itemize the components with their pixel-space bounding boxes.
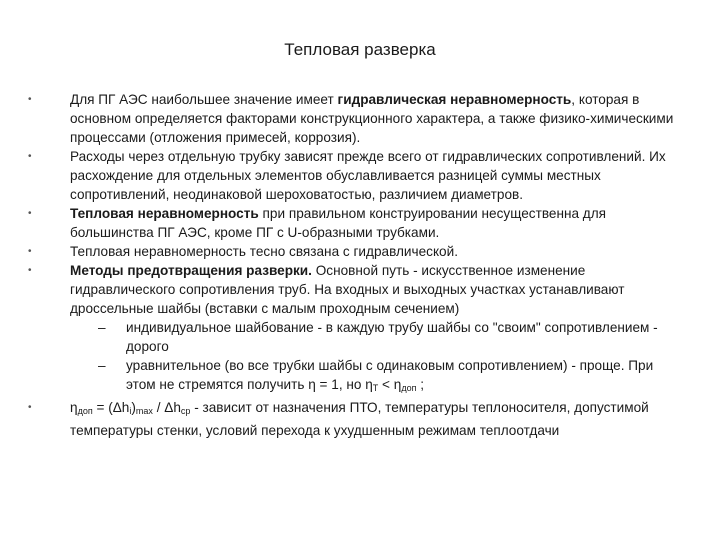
eta-sub: доп bbox=[77, 406, 93, 416]
formula-close: ) bbox=[131, 400, 136, 415]
formula-max: max bbox=[135, 406, 153, 416]
sub-item-2-end: ; bbox=[416, 377, 425, 392]
bullet: • bbox=[28, 208, 32, 219]
list-item bbox=[20, 90, 680, 147]
item-1-bold: гидравлическая неравномерность bbox=[337, 92, 572, 107]
sub-item-2-T: T bbox=[372, 383, 379, 393]
bullet: • bbox=[28, 94, 32, 105]
list-item bbox=[20, 242, 680, 261]
bullet: • bbox=[28, 265, 32, 276]
bullet: • bbox=[28, 246, 32, 257]
bullet: • bbox=[28, 151, 32, 162]
eta-symbol: η bbox=[70, 400, 78, 415]
list-item bbox=[20, 147, 680, 204]
item-1-post: , которая в основном определяется факторами конструкционного характера, а также физико-химическими процессами (отложения примесей, коррозия). bbox=[70, 92, 674, 145]
sub-item bbox=[20, 356, 680, 398]
item-4-text: Тепловая неравномерность тесно связана с гидравлической. bbox=[70, 244, 458, 259]
sub-item-2-dop: доп bbox=[401, 383, 417, 393]
dash: – bbox=[98, 320, 106, 335]
item-6-post: - зависит от назначения ПТО, температуры теплоносителя, допустимой температуры стенки, условий перехода к ухудшенным режимам теплоотдачи bbox=[70, 400, 649, 438]
sub-item-1-text: индивидуальное шайбование - в каждую трубу шайбы со "своим" сопротивлением - дорого bbox=[126, 320, 658, 354]
sub-item-2-mid: < η bbox=[378, 377, 402, 392]
bullet: • bbox=[28, 402, 32, 413]
bullet-list bbox=[20, 90, 680, 440]
item-2-text: Расходы через отдельную трубку зависят прежде всего от гидравлических сопротивлений. Их расхождение для отдельных элементов обуславливается разницей суммы местных сопротивлений, неодинаковой шероховатостью, различием диаметров. bbox=[70, 149, 666, 202]
formula-eq: = (Δh bbox=[92, 400, 130, 415]
formula-div: / Δh bbox=[152, 400, 181, 415]
list-item bbox=[20, 204, 680, 242]
sub-item bbox=[20, 318, 680, 356]
formula-sr: ср bbox=[180, 406, 191, 416]
sub-item-2-text: уравнительное (во все трубки шайбы с одинаковым сопротивлением) - проще. При этом не стремятся получить η = 1, но η bbox=[126, 358, 654, 392]
item-5-post: Основной путь - искусственное изменение гидравлического сопротивления труб. На входных и выходных участках устанавливают дроссельные шайбы (вставки с малым проходным сечением) bbox=[70, 263, 625, 316]
item-5-bold: Методы предотвращения разверки. bbox=[70, 263, 312, 278]
formula-i: i bbox=[129, 406, 132, 416]
item-3-post: при правильном конструировании несущественна для большинства ПГ АЭС, кроме ПГ с U-образными трубками. bbox=[70, 206, 607, 240]
list-item bbox=[20, 261, 680, 318]
page-title: Тепловая разверка bbox=[284, 40, 436, 59]
item-3-bold: Тепловая неравномерность bbox=[70, 206, 259, 221]
list-item bbox=[20, 398, 680, 440]
item-1-pre: Для ПГ АЭС наибольшее значение имеет bbox=[70, 92, 338, 107]
dash: – bbox=[98, 358, 106, 373]
